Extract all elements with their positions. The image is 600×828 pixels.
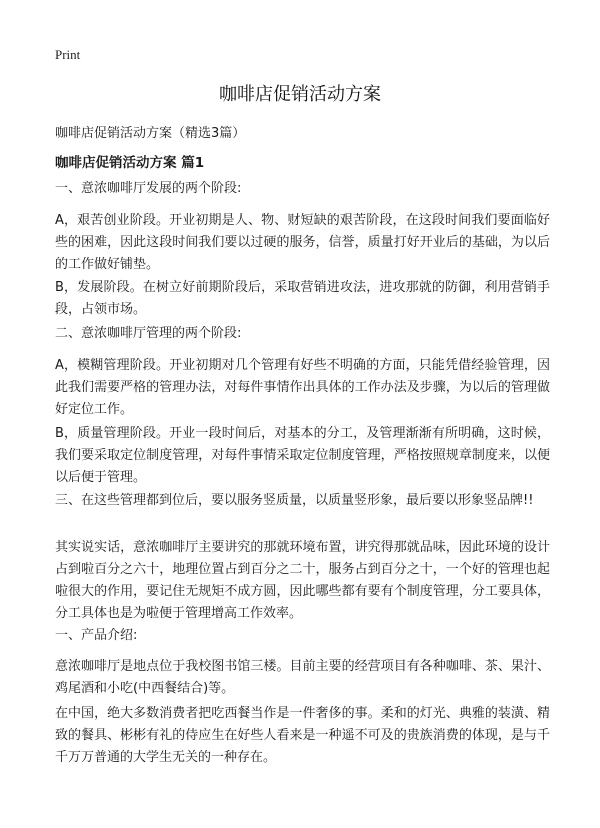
document-subtitle: 咖啡店促销活动方案（精选3篇） (55, 126, 246, 141)
paragraph-market: 在中国，绝大多数消费者把吃西餐当作是一件奢侈的事。柔和的灯光、典雅的装潢、精致的餐具、彬彬有礼的侍应生在好些人看来是一种遥不可及的贵族消费的体现，是与千千万万普通的大学生无关的一种存在。 (55, 706, 550, 765)
paragraph-quality-management: B，质量管理阶段。开业一段时间后，对基本的分工，及管理渐渐有所明确，这时候，我们要采取定位制度管理，对每件事情采取定位制度管理，严格按照规章制度来，以便以后便于管理。 (55, 426, 550, 485)
paragraph-growth-stage: B，发展阶段。在树立好前期阶段后，采取营销进攻法，进攻那就的防御，利用营销手段，占领市场。 (55, 280, 550, 317)
document-title: 咖啡店促销活动方案 (219, 84, 381, 105)
paragraph-fuzzy-management: A，模糊管理阶段。开业初期对几个管理有好些不明确的方面，只能凭借经验管理，因此我们需要严格的管理办法，对每件事情作出具体的工作办法及步骤，为以后的管理做好定位工作。 (55, 358, 550, 417)
section-title: 咖啡店促销活动方案 篇1 (55, 155, 205, 171)
paragraph-management-heading: 二、意浓咖啡厅管理的两个阶段: (55, 326, 242, 341)
paragraph-stage-heading: 一、意浓咖啡厅发展的两个阶段: (55, 181, 242, 196)
paragraph-environment: 其实说实话，意浓咖啡厅主要讲究的那就环境布置，讲究得那就品味，因此环境的设计占到啦百分之六十，地理位置占到百分之二十，服务占到百分之十，一个好的管理也起啦很大的作用，要记住无规矩不成方圆，因此哪些都有要有个制度管理，分工要具体，分工具体也是为啦便于管理增高工作效率。 (55, 540, 550, 621)
paragraph-product-intro: 意浓咖啡厅是地点位于我校图书馆三楼。目前主要的经营项目有各种咖啡、茶、果汁、鸡尾酒和小吃(中西餐结合)等。 (55, 659, 550, 696)
paragraph-product-heading: 一、产品介绍: (55, 628, 138, 643)
paragraph-startup-stage: A，艰苦创业阶段。开业初期是人、物、财短缺的艰苦阶段，在这段时间我们要面临好些的困难，因此这段时间我们要以过硬的服务，信誉，质量打好开业后的基础，为以后的工作做好铺垫。 (55, 213, 550, 272)
paragraph-brand: 三、在这些管理都到位后，要以服务竖质量，以质量竖形象，最后要以形象竖品牌!! (55, 493, 534, 508)
print-link[interactable]: Print (55, 47, 81, 62)
